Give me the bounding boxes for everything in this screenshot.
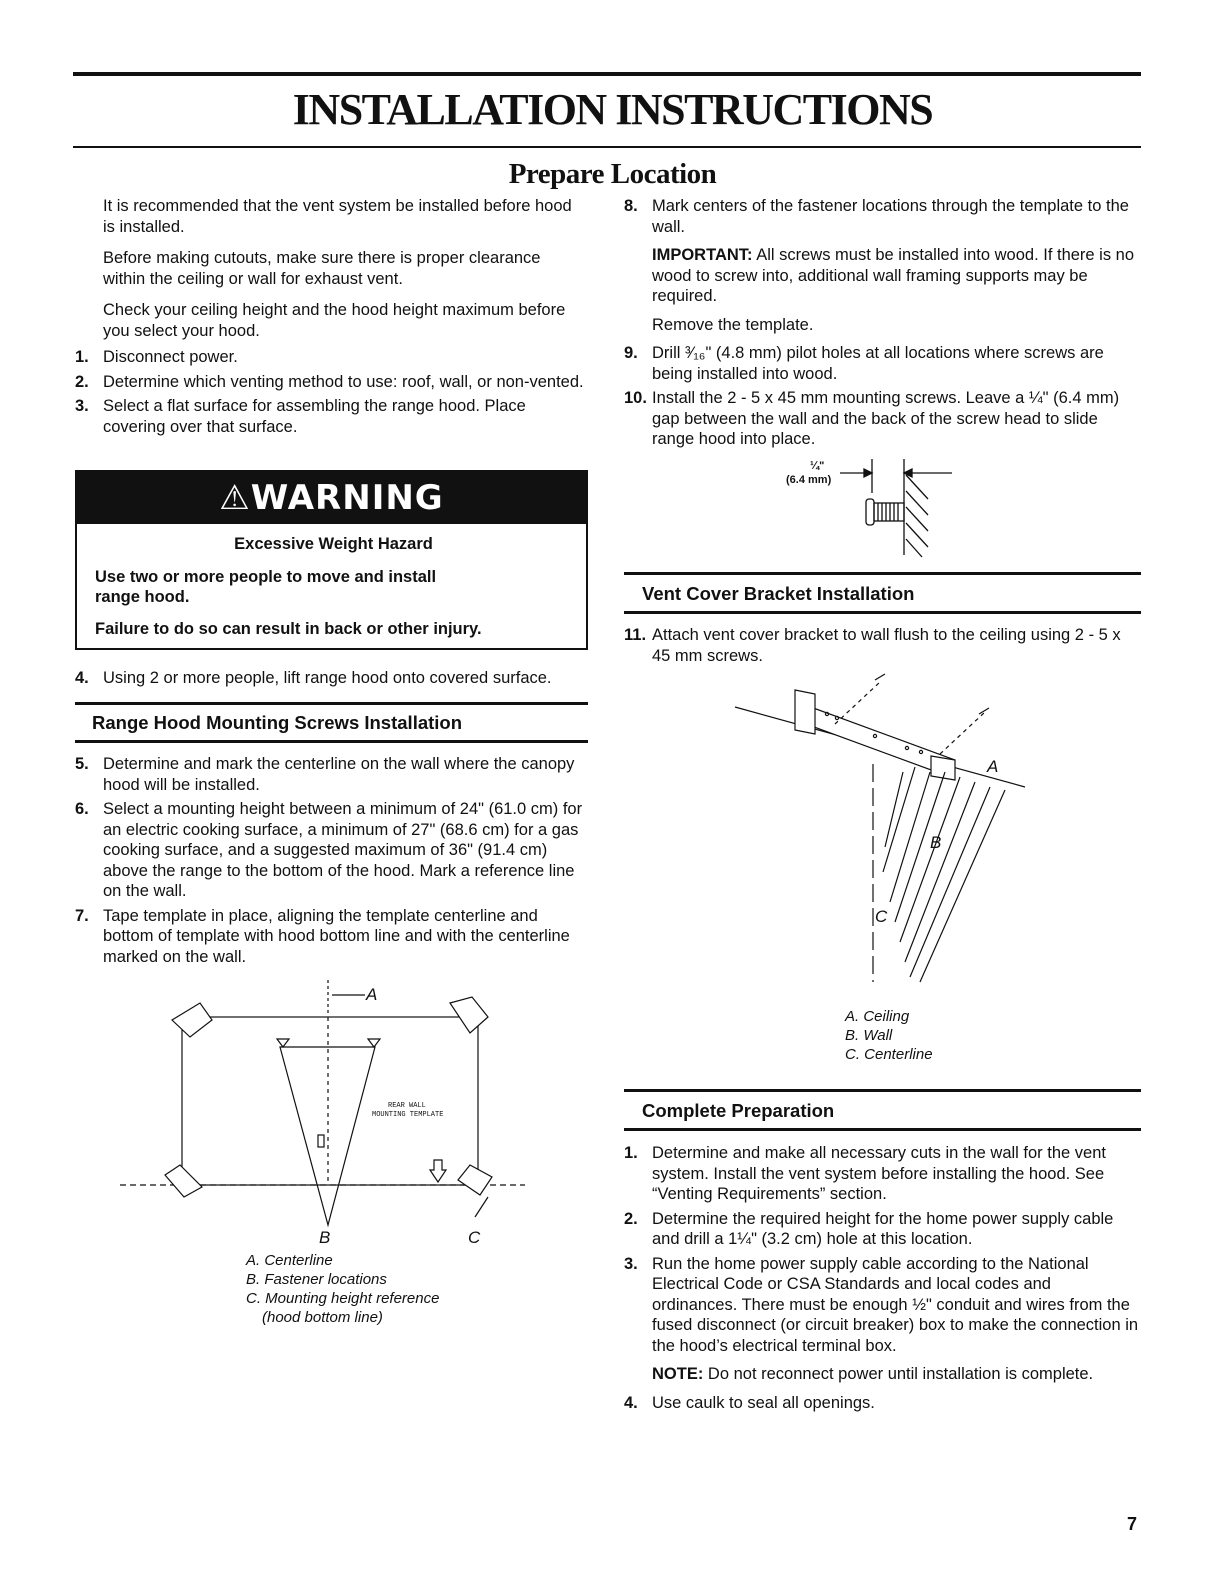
warning-heading: WARNING <box>250 478 444 518</box>
important-text: All screws must be installed into wood. If there is no wood to screw into, additional wall framing supports may be required. <box>652 246 1135 305</box>
template-figure-captions <box>246 1251 439 1327</box>
section-heading-complete-prep: Complete Preparation <box>642 1100 835 1121</box>
step-text: Select a flat surface for assembling the range hood. Place covering over that surface. <box>103 397 526 436</box>
vent-bracket-figure <box>735 672 1035 1002</box>
step-item <box>75 372 587 393</box>
figure-label-c: C <box>468 1228 481 1247</box>
section-heading-mounting-screws: Range Hood Mounting Screws Installation <box>92 712 463 733</box>
gap-fraction: ¼" <box>810 460 825 472</box>
caption-centerline: A. Centerline <box>246 1252 333 1269</box>
step-item <box>75 906 587 968</box>
step-text: Determine the required height for the home power supply cable and drill a 1¼" (3.2 cm) hole at this location. <box>652 1209 1114 1248</box>
section-rule <box>75 740 588 743</box>
step-number: 1. <box>624 1144 638 1162</box>
important-label: IMPORTANT: <box>652 246 753 264</box>
step-text: Install the 2 - 5 x 45 mm mounting screws. Leave a ¼" (6.4 mm) gap between the wall and the back of the screw head to slide range hood into place. <box>652 389 1120 448</box>
intro-paragraph: Before making cutouts, make sure there is proper clearance within the ceiling or wall for exhaust vent. <box>103 249 541 288</box>
step-text: Tape template in place, aligning the template centerline and bottom of template with hood bottom line and with the centerline marked on the wall. <box>103 906 570 966</box>
bracket-label-c: C <box>875 907 888 926</box>
top-rule <box>73 72 1141 76</box>
warning-body <box>77 524 586 639</box>
step-number: 1. <box>75 348 89 366</box>
intro-paragraph: It is recommended that the vent system be installed before hood is installed. <box>103 197 572 236</box>
bracket-label-b: B <box>930 833 942 852</box>
step-item <box>75 754 587 795</box>
step-number: 4. <box>75 669 89 687</box>
section-heading-vent-bracket: Vent Cover Bracket Installation <box>642 583 915 604</box>
left-steps-5-7 <box>75 754 587 971</box>
title-underline <box>73 146 1141 148</box>
caption-fastener: B. Fastener locations <box>246 1271 387 1288</box>
step-text: Mark centers of the fastener locations through the template to the wall. <box>652 197 1129 236</box>
step-number: 3. <box>75 397 89 415</box>
step-item <box>624 1254 1140 1385</box>
step-item <box>75 347 587 368</box>
note-paragraph <box>652 1364 1140 1385</box>
bracket-label-a: A <box>987 757 999 776</box>
remove-template-text: Remove the template. <box>652 315 814 334</box>
warning-instruction: Use two or more people to move and install range hood. <box>95 568 437 606</box>
caption-mounting-height: C. Mounting height reference <box>246 1290 440 1307</box>
screw-gap-figure <box>780 455 980 560</box>
step-number: 7. <box>75 906 89 925</box>
step-text: Select a mounting height between a minimum of 24" (61.0 cm) for an electric cooking surface, a minimum of 27" (68.6 cm) for a gas cooking surface, and a suggested maximum of 36" (91.4 cm) above the range to the bottom of the hood. Mark a reference line on the wall. <box>103 800 583 900</box>
step-text: Determine and make all necessary cuts in the wall for the vent system. Install the vent system before installing the hood. See “Venting Requirements” section. <box>652 1144 1106 1203</box>
template-title-line1: REAR WALL <box>388 1102 426 1110</box>
left-intro-column <box>75 196 587 441</box>
figure-label-a: A <box>366 985 378 1004</box>
page-number: 7 <box>1127 1514 1138 1534</box>
caption-hood-bottom: (hood bottom line) <box>262 1309 383 1326</box>
warning-header <box>77 472 586 524</box>
step-item <box>624 1209 1140 1250</box>
section-rule <box>624 611 1141 614</box>
step-number: 6. <box>75 800 89 818</box>
section-rule <box>624 1128 1141 1131</box>
step-item <box>75 668 595 689</box>
gap-mm: (6.4 mm) <box>786 474 832 486</box>
right-complete-steps <box>624 1143 1140 1417</box>
step-item <box>624 1143 1140 1205</box>
caption-ceiling: A. Ceiling <box>845 1008 910 1025</box>
step-number: 5. <box>75 755 89 773</box>
step-number: 2. <box>624 1209 638 1228</box>
section-rule <box>624 1089 1141 1092</box>
step-text: Determine and mark the centerline on the wall where the canopy hood will be installed. <box>103 755 575 794</box>
step-item <box>624 196 1140 335</box>
caption-wall: B. Wall <box>845 1027 893 1044</box>
step-item <box>75 799 587 902</box>
step-number: 3. <box>624 1254 638 1273</box>
note-label: NOTE: <box>652 1365 704 1383</box>
important-note <box>652 245 1140 307</box>
step-text: Attach vent cover bracket to wall flush to the ceiling using 2 - 5 x 45 mm screws. <box>652 626 1121 665</box>
page-title: INSTALLATION INSTRUCTIONS <box>292 85 933 134</box>
step-text: Determine which venting method to use: roof, wall, or non-vented. <box>103 372 584 391</box>
step-number: 9. <box>624 344 638 362</box>
step-number: 2. <box>75 372 89 391</box>
section-title-prepare-location: Prepare Location <box>508 158 717 190</box>
step-number: 8. <box>624 197 638 215</box>
step-number: 10. <box>624 389 647 407</box>
warning-box <box>75 470 588 650</box>
step-item <box>624 388 1140 450</box>
step-text: Use caulk to seal all openings. <box>652 1393 875 1412</box>
right-steps-8-10 <box>624 196 1140 454</box>
section-rule <box>75 702 588 705</box>
right-step11 <box>624 625 1140 670</box>
step-number: 11. <box>624 626 647 644</box>
figure-label-b: B <box>319 1228 331 1247</box>
step-item <box>624 343 1140 384</box>
bracket-figure-captions <box>845 1007 933 1064</box>
step-item <box>75 396 587 437</box>
warning-hazard: Excessive Weight Hazard <box>234 535 433 553</box>
template-title-line2: MOUNTING TEMPLATE <box>372 1111 444 1119</box>
step-text: Using 2 or more people, lift range hood onto covered surface. <box>103 669 552 687</box>
mounting-template-figure <box>120 975 540 1245</box>
left-step4 <box>75 668 595 693</box>
intro-paragraph: Check your ceiling height and the hood height maximum before you select your hood. <box>103 301 566 340</box>
step-item <box>624 1393 1140 1414</box>
step-text: Drill ³⁄₁₆" (4.8 mm) pilot holes at all locations where screws are being installed into wood. <box>652 344 1104 383</box>
step-item <box>624 625 1140 666</box>
section-rule <box>624 572 1141 575</box>
step-text: Run the home power supply cable according to the National Electrical Code or CSA Standards and local codes and ordinances. There must be enough ½" conduit and wires from the fused disconnect (or circuit breaker) box to make the connection in the hood’s electrical terminal box. <box>652 1254 1139 1355</box>
step-number: 4. <box>624 1393 638 1412</box>
warning-consequence: Failure to do so can result in back or other injury. <box>95 620 482 638</box>
note-text: Do not reconnect power until installation is complete. <box>703 1365 1094 1383</box>
warning-triangle-icon: ⚠ <box>219 478 251 518</box>
caption-centerline: C. Centerline <box>845 1046 933 1063</box>
step-text: Disconnect power. <box>103 348 238 366</box>
